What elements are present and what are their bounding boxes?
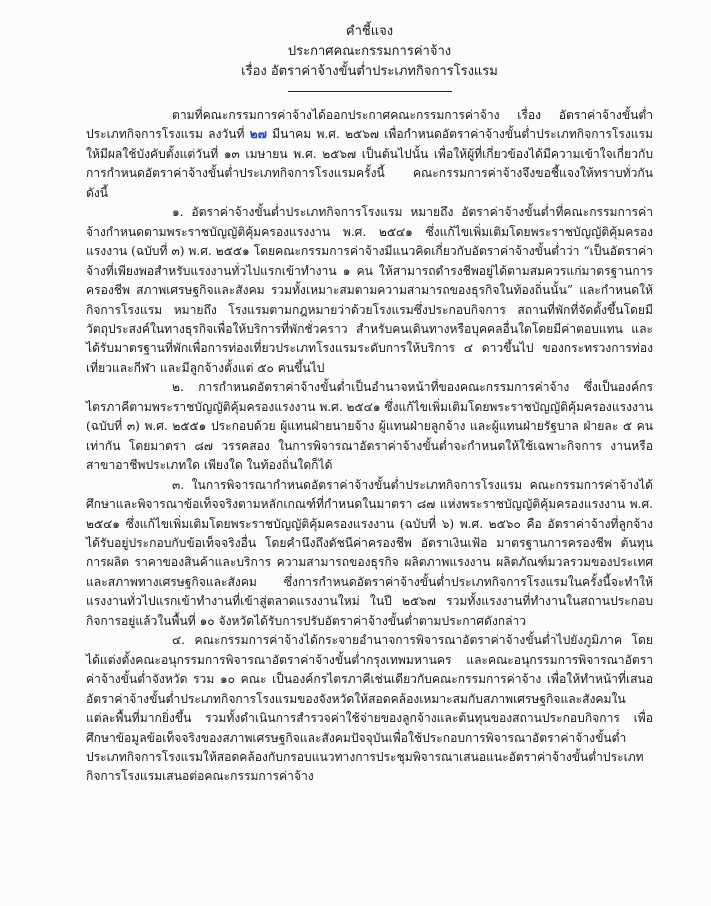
document-subject: เรื่อง อัตราค่าจ้างขั้นต่ำประเภทกิจการโรงแรม [241,64,498,79]
clause-4: ๔. คณะกรรมการค่าจ้างได้กระจายอำนาจการพิจารณาอัตราค่าจ้างขั้นต่ำไปยังภูมิภาค โดยได้แต่งตั้งคณะอนุกรรมการพิจารณาอัตราค่าจ้างขั้นต่ำกรุงเทพมหานคร และคณะอนุกรรมการพิจารณาอัตราค่าจ้างขั้นต่ำจังหวัด รวม ๑๐ คณะ เป็นองค์กรไตรภาคีเช่นเดียวกับคณะกรรมการค่าจ้าง เพื่อให้ทำหน้าที่เสนออัตราค่าจ้างขั้นต่ำประเภทกิจการโรงแรมของจังหวัดให้สอดคล้องเหมาะสมกับสภาพเศรษฐกิจและสังคมในแต่ละพื้นที่มากยิ่งขึ้น รวมทั้งดำเนินการสำรวจค่าใช้จ่ายของลูกจ้างและต้นทุนของสถานประกอบกิจการ เพื่อศึกษาข้อมูลข้อเท็จจริงของสภาพเศรษฐกิจและสังคมปัจจุบันเพื่อใช้ประกอบการพิจารณาอัตราค่าจ้างขั้นต่ำประเภทกิจการโรงแรมให้สอดคล้องกับกรอบแนวทางการประชุมพิจารณาเสนอแนะอัตราค่าจ้างขั้นต่ำประเภทกิจการโรงแรมเสนอต่อคณะกรรมการค่าจ้าง [86,633,653,784]
header-divider [288,91,452,92]
document-header [86,22,653,82]
clause-3: ๓. ในการพิจารณากำหนดอัตราค่าจ้างขั้นต่ำประเภทกิจการโรงแรม คณะกรรมการค่าจ้างได้ศึกษาและพิจารณาข้อเท็จจริงตามหลักเกณฑ์ที่กำหนดในมาตรา ๘๗ แห่งพระราชบัญญัติคุ้มครองแรงงาน พ.ศ. ๒๕๔๑ ซึ่งแก้ไขเพิ่มเติมโดยพระราชบัญญัติคุ้มครองแรงงาน (ฉบับที่ ๖) พ.ศ. ๒๕๖๐ คือ อัตราค่าจ้างที่ลูกจ้างได้รับอยู่ประกอบกับข้อเท็จจริงอื่น โดยคำนึงถึงดัชนีค่าครองชีพ อัตราเงินเฟ้อ มาตรฐานการครองชีพ ต้นทุนการผลิต ราคาของสินค้าและบริการ ความสามารถของธุรกิจ ผลิตภาพแรงงาน ผลิตภัณฑ์มวลรวมของประเทศ และสภาพทางเศรษฐกิจและสังคม ซึ่งการกำหนดอัตราค่าจ้างขั้นต่ำประเภทกิจการโรงแรมในครั้งนี้จะทำให้แรงงานทั่วไปแรกเข้าทำงานที่เข้าสู่ตลาดแรงงานใหม่ ในปี ๒๕๖๗ รวมทั้งแรงงานที่ทำงานในสถานประกอบกิจการอยู่แล้วในพื้นที่ ๑๐ จังหวัดได้รับการปรับอัตราค่าจ้างขั้นต่ำตามประกาศดังกล่าว [86,477,653,628]
intro-paragraph [86,106,653,203]
document-title: คำชี้แจง [345,24,394,39]
clause-2: ๒. การกำหนดอัตราค่าจ้างขั้นต่ำเป็นอำนาจหน้าที่ของคณะกรรมการค่าจ้าง ซึ่งเป็นองค์กรไตรภาคีตามพระราชบัญญัติคุ้มครองแรงงาน พ.ศ. ๒๕๔๑ ซึ่งแก้ไขเพิ่มเติมโดยพระราชบัญญัติคุ้มครองแรงงาน (ฉบับที่ ๓) พ.ศ. ๒๕๕๑ ประกอบด้วย ผู้แทนฝ่ายนายจ้าง ผู้แทนฝ่ายลูกจ้าง และผู้แทนฝ่ายรัฐบาล ฝ่ายละ ๕ คนเท่ากัน โดยมาตรา ๘๗ วรรคสอง ในการพิจารณาอัตราค่าจ้างขั้นต่ำจะกำหนดให้ใช้เฉพาะกิจการ งานหรือสาขาอาชีพประเภทใด เพียงใด ในท้องถิ่นใดก็ได้ [86,380,653,473]
document-subtitle: ประกาศคณะกรรมการค่าจ้าง [287,44,452,59]
intro-date-day: ๒๗ [249,127,267,142]
intro-text-1: ตามที่คณะกรรมการค่าจ้างได้ออกประกาศคณะกรรมการค่าจ้าง เรื่อง อัตราค่าจ้างขั้นต่ำประเภทกิจการโรงแรม ลงวันที่ [86,108,653,142]
clause-1: ๑. อัตราค่าจ้างขั้นต่ำประเภทกิจการโรงแรม หมายถึง อัตราค่าจ้างขั้นต่ำที่คณะกรรมการค่าจ้างกำหนดตามพระราชบัญญัติคุ้มครองแรงงาน พ.ศ. ๒๕๔๑ ซึ่งแก้ไขเพิ่มเติมโดยพระราชบัญญัติคุ้มครองแรงงาน (ฉบับที่ ๓) พ.ศ. ๒๕๕๑ โดยคณะกรรมการค่าจ้างมีแนวคิดเกี่ยวกับอัตราค่าจ้างขั้นต่ำว่า “เป็นอัตราค่าจ้างที่เพียงพอสำหรับแรงงานทั่วไปแรกเข้าทำงาน ๑ คน ให้สามารถดำรงชีพอยู่ได้ตามสมควรแก่มาตรฐานการครองชีพ สภาพเศรษฐกิจและสังคม รวมทั้งเหมาะสมตามความสามารถของธุรกิจในท้องถิ่นนั้น” และกำหนดให้กิจการโรงแรม หมายถึง โรงแรมตามกฎหมายว่าด้วยโรงแรมซึ่งประกอบกิจการ สถานที่พักที่จัดตั้งขึ้นโดยมีวัตถุประสงค์ในทางธุรกิจเพื่อให้บริการที่พักชั่วคราว สำหรับคนเดินทางหรือบุคคลอื่นใดโดยมีค่าตอบแทน และได้รับมาตรฐานที่พักเพื่อการท่องเที่ยวประเภทโรงแรมระดับการให้บริการ ๔ ดาวขึ้นไป ของกระทรวงการท่องเที่ยวและกีฬา และมีลูกจ้างตั้งแต่ ๕๐ คนขึ้นไป [86,205,653,375]
document-body [86,106,653,787]
intro-text-2: มีนาคม พ.ศ. ๒๕๖๗ เพื่อกำหนดอัตราค่าจ้างขั้นต่ำประเภทกิจการโรงแรม ให้มีผลใช้บังคับตั้งแต่วันที่ ๑๓ เมษายน พ.ศ. ๒๕๖๗ เป็นต้นไปนั้น เพื่อให้ผู้ที่เกี่ยวข้องได้มีความเข้าใจเกี่ยวกับการกำหนดอัตราค่าจ้างขั้นต่ำประเภทกิจการโรงแรมครั้งนี้ คณะกรรมการค่าจ้างจึงขอชี้แจงให้ทราบทั่วกัน ดังนี้ [86,127,653,200]
